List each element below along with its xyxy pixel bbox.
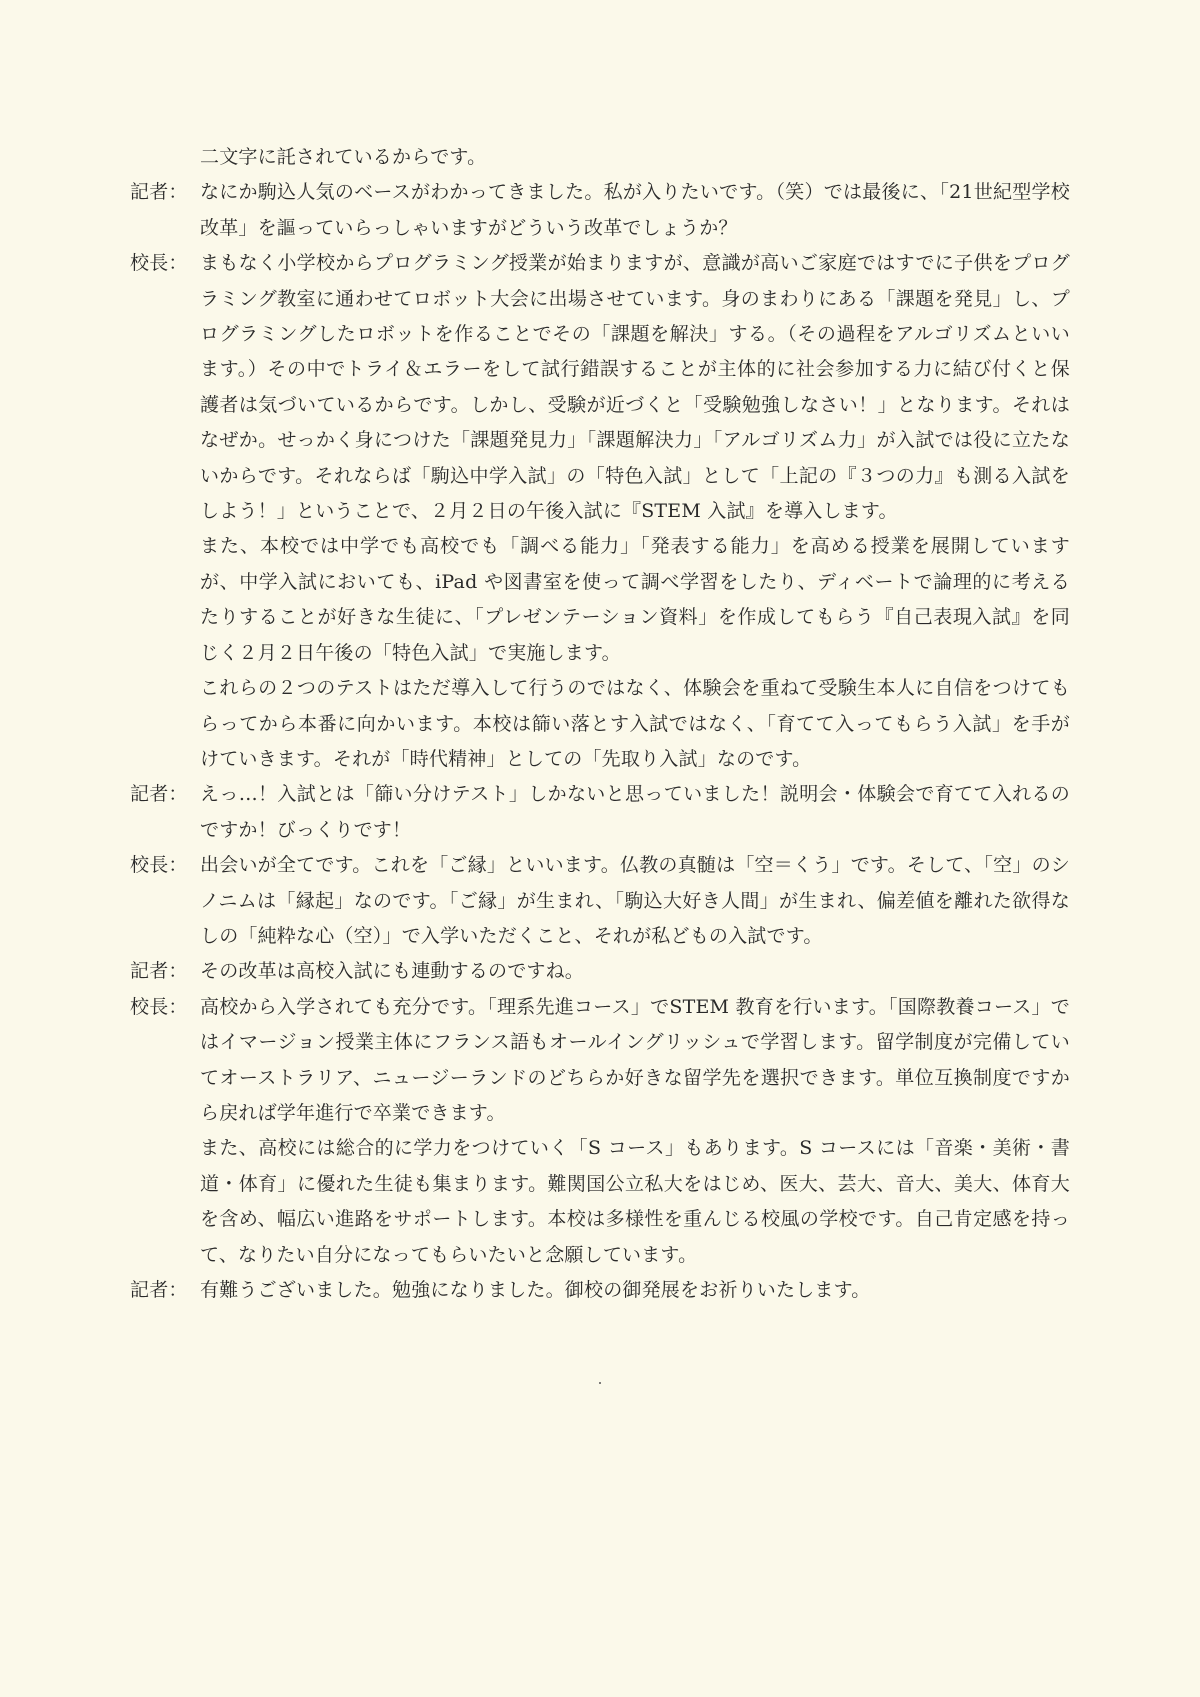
speaker-label: 記者： — [130, 181, 188, 204]
speaker-label: 記者： — [130, 960, 188, 983]
dialogue-text — [200, 1273, 1070, 1308]
dialogue-block — [130, 954, 1070, 989]
dialogue-text — [200, 777, 1070, 848]
paragraph: 出会いが全てです。これを「ご縁」といいます。仏教の真髄は「空＝くう」です。そして、「空」のシノニムは「縁起」なのです。「ご縁」が生まれ、「駒込大好き人間」が生まれ、偏差値を離れた欲得なしの「純粋な心（空）」で入学いただくこと、それが私どもの入試です。 — [200, 854, 1070, 947]
paragraph: また、高校には総合的に学力をつけていく「S コース」もあります。S コースには「音楽・美術・書道・体育」に優れた生徒も集まります。難関国公立私大をはじめ、医大、芸大、音大、美大、体育大を含め、幅広い進路をサポートします。本校は多様性を重んじる校風の学校です。自己肯定感を持って、なりたい自分になってもらいたいと念願しています。 — [200, 1137, 1070, 1266]
speaker-label: 校長： — [130, 252, 188, 275]
dialogue-block — [130, 140, 1070, 175]
paragraph: また、本校では中学でも高校でも「調べる能力」「発表する能力」を高める授業を展開していますが、中学入試においても、iPad や図書室を使って調べ学習をしたり、ディベートで論理的に考えるたりすることが好きな生徒に、「プレゼンテーション資料」を作成してもらう『自己表現入試』を同じく２月２日午後の「特色入試」で実施します。 — [200, 535, 1070, 664]
dialogue-text — [200, 954, 1070, 989]
paragraph: これらの２つのテストはただ導入して行うのではなく、体験会を重ねて受験生本人に自信をつけてもらってから本番に向かいます。本校は篩い落とす入試ではなく、「育てて入ってもらう入試」を手がけていきます。それが「時代精神」としての「先取り入試」なのです。 — [200, 677, 1070, 770]
dialogue-block — [130, 175, 1070, 246]
dialogue-block — [130, 777, 1070, 848]
paragraph: えっ…！入試とは「篩い分けテスト」しかないと思っていました！説明会・体験会で育てて入れるのですか！びっくりです！ — [200, 783, 1070, 841]
speaker-label: 校長： — [130, 995, 188, 1018]
dialogue-text — [200, 990, 1070, 1273]
speaker-label: 校長： — [130, 854, 188, 877]
interview-transcript — [130, 140, 1070, 1308]
dialogue-block — [130, 848, 1070, 954]
paragraph: 有難うございました。勉強になりました。御校の御発展をお祈りいたします。 — [200, 1279, 871, 1301]
dialogue-text — [200, 848, 1070, 954]
dialogue-text — [200, 140, 1070, 175]
speaker-label: 記者： — [130, 1279, 188, 1301]
paragraph: 二文字に託されているからです。 — [200, 146, 487, 168]
paragraph: 高校から入学されても充分です。「理系先進コース」でSTEM 教育を行います。「国際教養コース」ではイマージョン授業主体にフランス語もオールイングリッシュで学習します。留学制度が完備していてオーストラリア、ニュージーランドのどちらか好きな留学先を選択できます。単位互換制度ですから戻れば学年進行で卒業できます。 — [200, 995, 1070, 1124]
dialogue-text — [200, 246, 1070, 777]
dialogue-text — [200, 175, 1070, 246]
paragraph: まもなく小学校からプログラミング授業が始まりますが、意識が高いご家庭ではすでに子供をプログラミング教室に通わせてロボット大会に出場させています。身のまわりにある「課題を発見」し、プログラミングしたロボットを作ることでその「課題を解決」する。（その過程をアルゴリズムといいます。）その中でトライ＆エラーをして試行錯誤することが主体的に社会参加する力に結び付くと保護者は気づいているからです。しかし、受験が近づくと「受験勉強しなさい！」となります。それはなぜか。せっかく身につけた「課題発見力」「課題解決力」「アルゴリズム力」が入試では役に立たないからです。それならば「駒込中学入試」の「特色入試」として「上記の『３つの力』も測る入試をしよう！」ということで、２月２日の午後入試に『STEM 入試』を導入します。 — [200, 252, 1070, 523]
dialogue-block — [130, 990, 1070, 1273]
speaker-label: 記者： — [130, 783, 188, 806]
paragraph: その改革は高校入試にも連動するのですね。 — [200, 960, 585, 983]
dialogue-block — [130, 246, 1070, 777]
paragraph: なにか駒込人気のベースがわかってきました。私が入りたいです。（笑）では最後に、「21世紀型学校改革」を謳っていらっしゃいますがどういう改革でしょうか？ — [200, 181, 1070, 239]
dialogue-block — [130, 1273, 1070, 1308]
scan-speck — [599, 1382, 601, 1384]
